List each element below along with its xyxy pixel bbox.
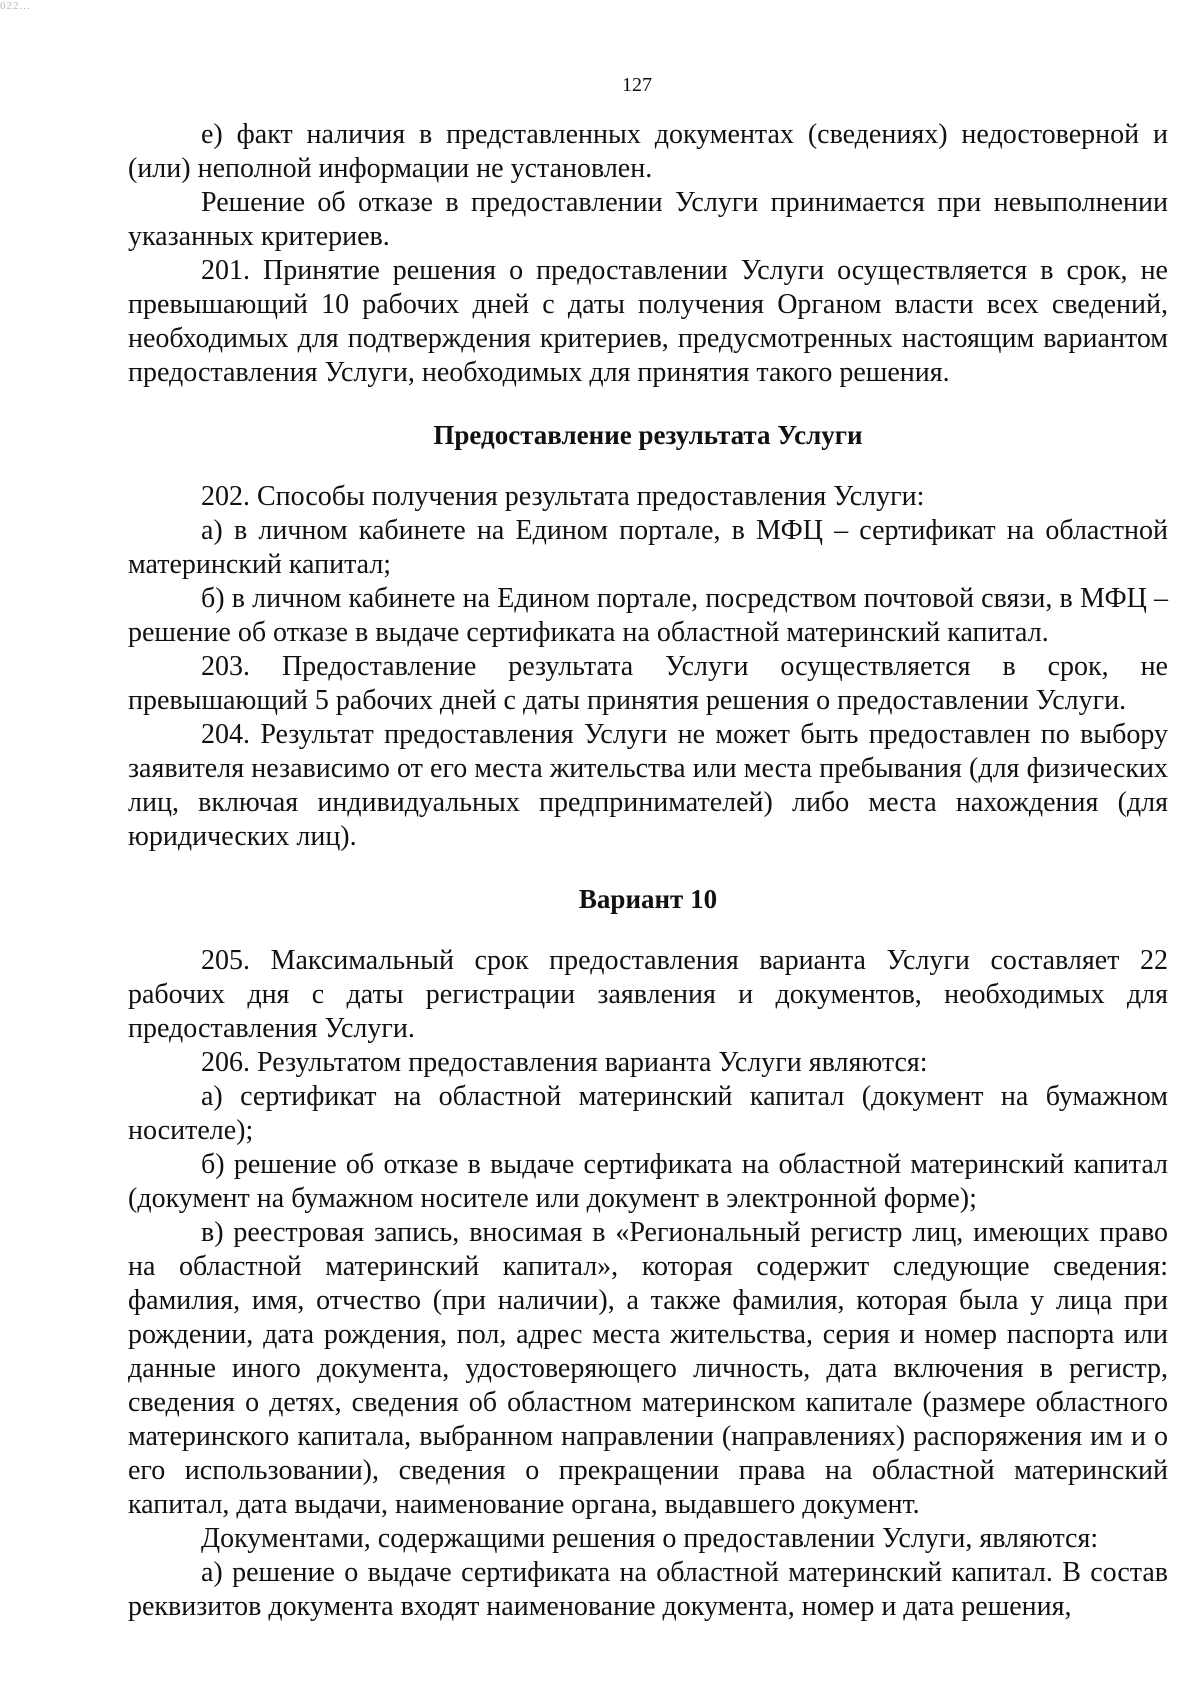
paragraph: Документами, содержащими решения о предоставлении Услуги, являются: bbox=[201, 1523, 1099, 1554]
paragraph: 203. Предоставление результата Услуги осуществляется в срок, не превышающий 5 рабочих дней с даты принятия решения о предоставлении Услуги. bbox=[128, 651, 1168, 716]
section-heading-variant: Вариант 10 bbox=[578, 884, 718, 914]
paragraph: 206. Результатом предоставления варианта Услуги являются: bbox=[201, 1047, 928, 1078]
paragraph: 205. Максимальный срок предоставления варианта Услуги составляет 22 рабочих дня с даты регистрации заявления и документов, необходимых для предоставления Услуги. bbox=[128, 945, 1168, 1044]
paragraph: 201. Принятие решения о предоставлении Услуги осуществляется в срок, не превышающий 10 рабочих дней с даты получения Органом власти всех сведений, необходимых для подтверждения критериев, предусмотренных настоящим вариантом предоставления Услуги, необходимых для принятия такого решения. bbox=[128, 255, 1168, 388]
paragraph: а) решение о выдаче сертификата на областной материнский капитал. В состав реквизитов документа входят наименование документа, номер и дата решения, bbox=[128, 1557, 1168, 1622]
section-heading-result: Предоставление результата Услуги bbox=[433, 420, 863, 450]
paragraph: 202. Способы получения результата предоставления Услуги: bbox=[201, 481, 925, 512]
paragraph: б) решение об отказе в выдаче сертификата на областной материнский капитал (документ на бумажном носителе или документ в электронной форме); bbox=[128, 1149, 1168, 1214]
corner-mark: 022... bbox=[0, 0, 31, 12]
page-number: 127 bbox=[622, 74, 652, 96]
paragraph: Решение об отказе в предоставлении Услуги принимается при невыполнении указанных критериев. bbox=[128, 187, 1168, 252]
paragraph: 204. Результат предоставления Услуги не может быть предоставлен по выбору заявителя независимо от его места жительства или места пребывания (для физических лиц, включая индивидуальных предпринимателей) либо места нахождения (для юридических лиц). bbox=[128, 719, 1168, 852]
paragraph: а) в личном кабинете на Едином портале, в МФЦ – сертификат на областной материнский капитал; bbox=[128, 515, 1168, 580]
paragraph: б) в личном кабинете на Едином портале, посредством почтовой связи, в МФЦ – решение об отказе в выдаче сертификата на областной материнский капитал. bbox=[128, 583, 1168, 648]
paragraph: а) сертификат на областной материнский капитал (документ на бумажном носителе); bbox=[128, 1081, 1168, 1146]
paragraph: е) факт наличия в представленных документах (сведениях) недостоверной и (или) неполной информации не установлен. bbox=[128, 119, 1168, 184]
paragraph: в) реестровая запись, вносимая в «Региональный регистр лиц, имеющих право на областной материнский капитал», которая содержит следующие сведения: фамилия, имя, отчество (при наличии), а также фамилия, которая была у лица при рождении, дата рождения, пол, адрес места жительства, серия и номер паспорта или данные иного документа, удостоверяющего личность, дата включения в регистр, сведения о детях, сведения об областном материнском капитале (размере областного материнского капитала, выбранном направлении (направлениях) распоряжения им и о его использовании), сведения о прекращении права на областной материнский капитал, дата выдачи, наименование органа, выдавшего документ. bbox=[128, 1217, 1168, 1520]
body-text bbox=[128, 118, 1168, 1624]
